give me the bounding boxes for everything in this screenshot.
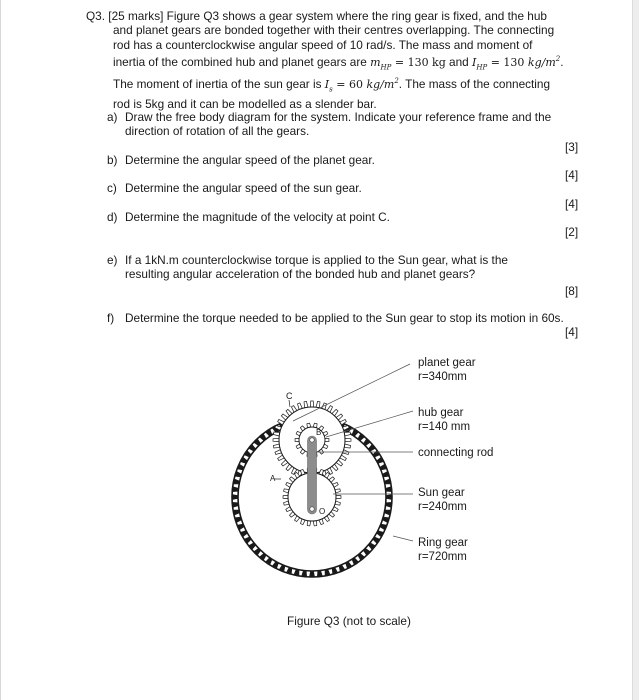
connecting-rod: [308, 436, 317, 514]
part-d-label: d): [107, 210, 118, 224]
hub-gear-callout-value: r=140 mm: [418, 421, 471, 433]
part-f-line-1: Determine the torque needed to be applied to the Sun gear to stop its motion in 60s.: [125, 311, 564, 325]
part-f-marks: [4]: [565, 325, 579, 339]
part-e-marks: [8]: [565, 284, 579, 298]
part-b-marks: [4]: [565, 168, 579, 182]
point-c-leader: [289, 400, 290, 407]
ring-gear-tooth: [386, 494, 392, 499]
hub-gear-callout-name: hub gear: [418, 407, 464, 419]
rod-pin-bottom: [310, 507, 314, 511]
part-d-marks: [2]: [565, 225, 579, 239]
part-e-line-1: If a 1kN.m counterclockwise torque is applied to the Sun gear, what is the: [125, 253, 508, 267]
part-a-line-1: Draw the free body diagram for the system. Indicate your reference frame and the: [125, 110, 552, 124]
question-line-2: and planet gears are bonded together with their centres overlapping. The connecting: [113, 23, 555, 38]
question-line-3: rod has a counterclockwise angular speed of 10 rad/s. The mass and moment of: [113, 37, 533, 52]
planet-gear-tooth: [310, 401, 313, 407]
sun-gear-callout-value: r=240mm: [418, 501, 467, 513]
part-e-line-2: resulting angular acceleration of the bonded hub and planet gears?: [125, 267, 476, 282]
point-b-label: B: [316, 428, 322, 437]
point-o-label: O: [319, 507, 326, 516]
part-a-line-2: direction of rotation of all the gears.: [125, 124, 310, 139]
part-a-label: a): [107, 110, 118, 124]
part-a-marks: [3]: [565, 140, 579, 154]
question-number: Q3.: [86, 9, 106, 23]
part-e-label: e): [107, 253, 118, 267]
ring-gear-leader: [393, 536, 413, 541]
point-c-label: C: [286, 391, 293, 401]
ring-gear-tooth: [309, 571, 314, 577]
ring-gear-callout-value: r=720mm: [418, 551, 467, 563]
sun-gear-callout-name: Sun gear: [418, 487, 465, 499]
part-b-label: b): [107, 153, 118, 167]
question-line-5: The moment of inertia of the sun gear is $I_s = 60$ $kg/m^2$. The mass of the connecting: [113, 77, 551, 94]
part-b-line-1: Determine the angular speed of the planet gear.: [125, 153, 375, 167]
hub-gear-tooth: [295, 438, 299, 441]
planet-gear-tooth: [345, 438, 351, 441]
question-line-6: rod is 5kg and it can be modelled as a slender bar.: [113, 97, 377, 112]
part-f-label: f): [107, 311, 115, 325]
planet-gear-callout-value: r=340mm: [418, 371, 467, 383]
part-d-line-1: Determine the magnitude of the velocity at point C.: [125, 210, 390, 224]
part-c-label: c): [107, 181, 117, 195]
planet-gear-leader: [293, 364, 410, 421]
part-c-marks: [4]: [565, 197, 579, 211]
hub-gear-tooth: [325, 438, 329, 441]
ring-gear-callout-name: Ring gear: [418, 537, 468, 549]
figure-caption: Figure Q3 (not to scale): [287, 614, 411, 628]
connecting-rod-callout-name: connecting rod: [418, 447, 494, 459]
question-line-1: [25 marks] Figure Q3 shows a gear system where the ring gear is fixed, and the hub: [108, 9, 547, 23]
ring-gear-tooth: [232, 494, 238, 499]
planet-gear-tooth: [273, 438, 279, 441]
rod-pin-top: [310, 438, 314, 442]
question-line-4: inertia of the combined hub and planet gears are $m_{HP} = 130$ kg and $I_{HP} = 130$ $kg/m^2$.: [113, 54, 564, 72]
planet-gear-callout-name: planet gear: [418, 357, 476, 369]
sun-gear-tooth: [283, 495, 288, 498]
point-a-label: A: [270, 474, 276, 483]
part-c-line-1: Determine the angular speed of the sun gear.: [125, 181, 362, 195]
sun-gear-tooth: [336, 495, 341, 498]
